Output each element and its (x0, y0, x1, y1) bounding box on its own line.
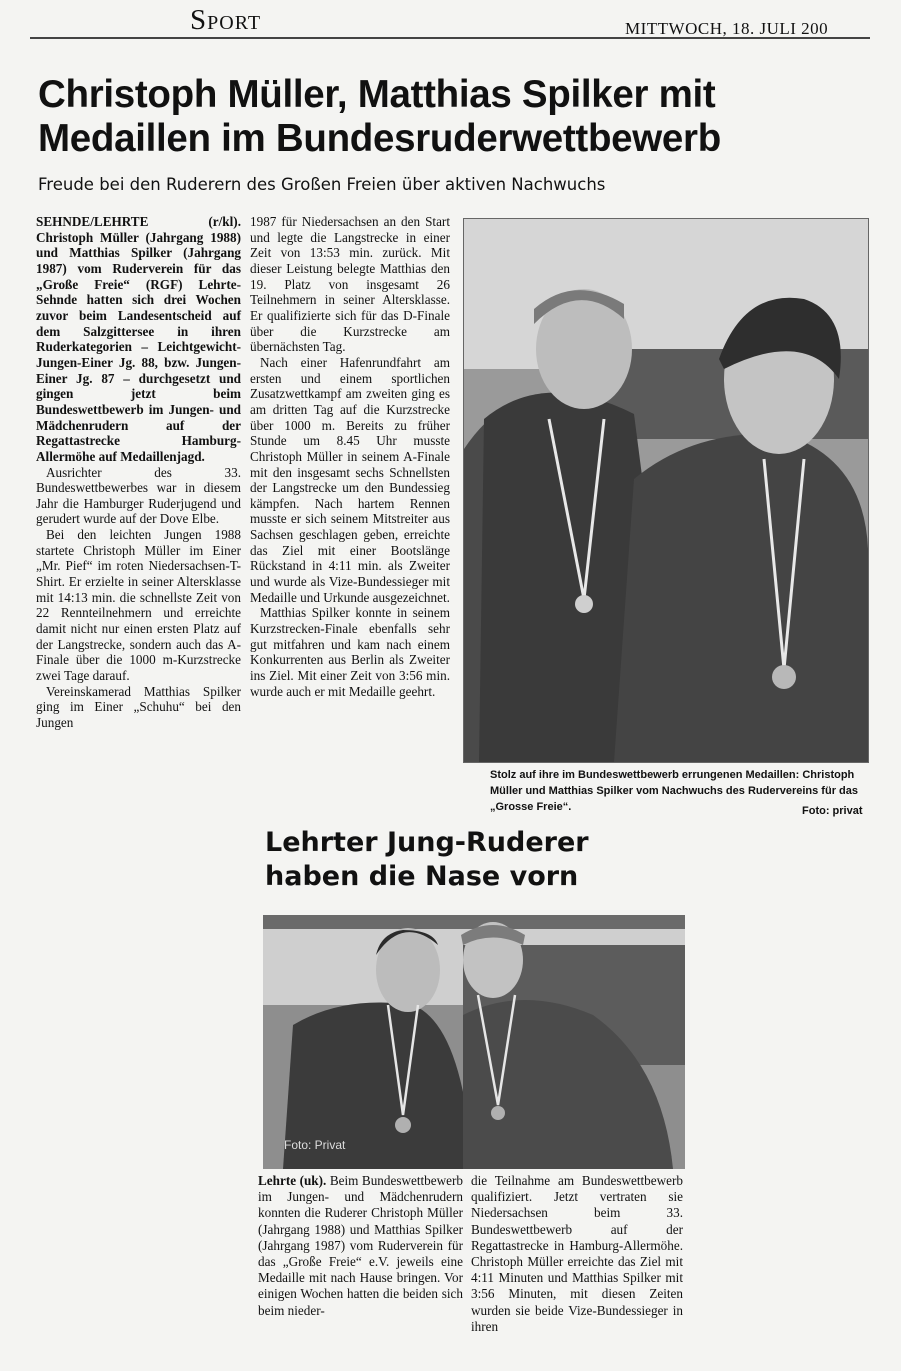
article-paragraph: Bei den leichten Jungen 1988 startete Christoph Müller im Einer „Mr. Pief“ im roten Niedersachsen-T-Shirt. Er erzielte in seiner Altersklasse mit 14:13 min. die schnellste Zeit von 22 Rennteilnehmern und erreichte damit nicht nur einen ersten Platz auf der Langstrecke, sondern auch das A-Finale über die 1000 m-Kurzstrecke zwei Tage darauf. (36, 527, 241, 684)
rowers-photo-image (464, 219, 868, 762)
rowers-photo-2 (263, 915, 685, 1169)
photo-credit: Foto: privat (802, 805, 863, 817)
rowers-photo-2-image (263, 915, 685, 1169)
headline: Christoph Müller, Matthias Spilker mit Medaillen im Bundesruderwettbewerb (38, 73, 721, 160)
article-lede: SEHNDE/LEHRTE (r/kl). Christoph Müller (Jahrgang 1988) und Matthias Spilker (Jahrgang 1987) vom Ruderverein für das „Große Freie“ (RGF) Lehrte-Sehnde hatten sich drei Wochen zuvor beim Landesentscheid auf dem Salzgittersee in ihren Ruderkategorien – Leichtgewicht-Jungen-Einer Jg. 88, bzw. Jungen-Einer Jg. 87 – durchgesetzt und gingen jetzt beim Bundeswettbewerb im Jungen- und Mädchenrudern auf der Regattastrecke Hamburg-Allermöhe auf Medaillenjagd. (36, 214, 241, 464)
issue-date: MITTWOCH, 18. JULI 200 (625, 19, 829, 38)
article2-text-1: Beim Bundeswettbewerb im Jungen- und Mädchenrudern konnten die Ruderer Christoph Müller (Jahrgang 1988) und Matthias Spilker (Jahrgang 1987) vom Ruderverein für das „Große Freie“ e.V. jeweils eine Medaille mit nach Hause bringen. Vor einigen Wochen hatten die beiden sich beim nieder- (258, 1173, 463, 1318)
article-column-2 (250, 214, 450, 699)
article2-text-2: die Teilnahme am Bundeswettbewerb qualifiziert. Jetzt vertraten sie Niedersachsen beim 33. Bundeswettbewerb auf der Regattastrecke in Hamburg-Allermöhe. Christoph Müller erreichte das Ziel mit 4:11 Minuten und Matthias Spilker mit 3:56 Minuten, mit diesen Zeiten wurden sie beide Vize-Bundessieger in ihren (471, 1173, 683, 1334)
article-paragraph: Ausrichter des 33. Bundeswettbewerbes war in diesem Jahr die Hamburger Ruderjugend und gerudert wurde auf der Dove Elbe. (36, 464, 241, 527)
article2-column-1 (258, 1173, 463, 1319)
article-paragraph: 1987 für Niedersachsen an den Start und legte die Langstrecke in einer Zeit von 13:53 min. zurück. Mit dieser Leistung belegte Matthias den 19. Platz von insgesamt 26 Teilnehmern in seiner Altersklasse. Er qualifizierte sich für das D-Finale über die Kurzstrecke am übernächsten Tag. (250, 214, 450, 355)
photo-caption: Stolz auf ihre im Bundeswettbewerb errungenen Medaillen: Christoph Müller und Matthias Spilker vom Nachwuchs des Rudervereins für das „Grosse Freie“. (490, 769, 858, 813)
article-paragraph: Vereinskamerad Matthias Spilker ging im Einer „Schuhu“ bei den Jungen (36, 683, 241, 730)
article2-lede: Lehrte (uk). (258, 1173, 327, 1188)
subheadline: Freude bei den Ruderern des Großen Freien über aktiven Nachwuchs (38, 175, 606, 194)
article-column-1 (36, 214, 241, 731)
article2-column-2 (471, 1173, 683, 1335)
rowers-photo (463, 218, 869, 763)
photo-credit-2: Foto: Privat (284, 1138, 346, 1152)
section-title: Sport (190, 4, 262, 36)
article-paragraph: Nach einer Hafenrundfahrt am ersten und einem sportlichen Zusatzwettkampf am zweiten ging es am dritten Tag auf die Kurzstrecke über 1000 m. Bereits zu früher Stunde um 8.45 Uhr musste Christoph Müller in seinem A-Finale mit den insgesamt sechs Schnellsten der Langstrecke um den Bundessieg kämpfen. Nach hartem Rennen musste er sich seinem Mitstreiter aus Sachsen geschlagen geben, erreichte das Ziel mit einer Bootslänge Rückstand in 4:11 min. als Zweiter und wurde als Vize-Bundessieger mit Medaille und Urkunde ausgezeichnet. (250, 354, 450, 605)
second-headline: Lehrter Jung-Ruderer haben die Nase vorn (265, 827, 589, 892)
article-paragraph: Matthias Spilker konnte in seinem Kurzstrecken-Finale ebenfalls sehr gut mitfahren und kam nach einem Konkurrenten aus Berlin als Zweiter ins Ziel. Mit einer Zeit von 3:56 min. wurde auch er mit Medaille geehrt. (250, 605, 450, 699)
